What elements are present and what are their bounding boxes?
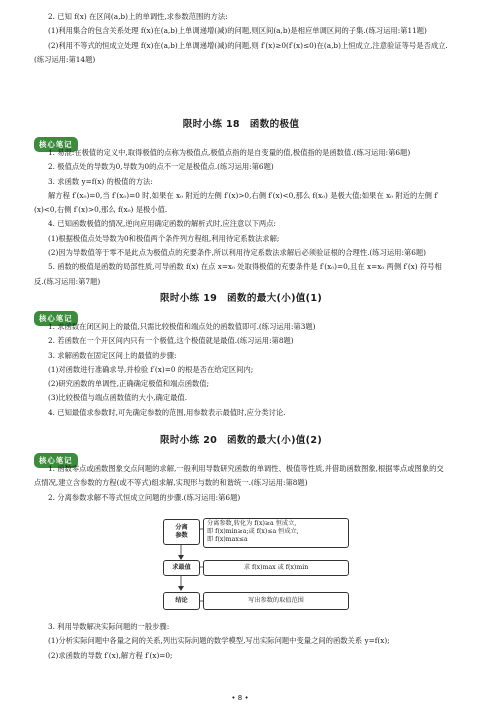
section-title: 限时小练 18 函数的极值 (182, 119, 300, 130)
paragraph: (1)利用集合的包含关系处理 f(x)在(a,b)上单调递增(减)的问题,则区间(a,b)是相应单调区间的子集.(练习运用:第11题) (48, 26, 427, 36)
section-19 (34, 292, 448, 420)
paragraph: (1)根据极值点处导数为0和极值两个条件列方程组,利用待定系数法求解; (48, 233, 280, 243)
paragraph: 3. 求解函数在固定区间上的最值的步骤: (48, 350, 177, 360)
section-title: 限时小练 19 函数的最大(小)值(1) (159, 293, 323, 304)
paragraph: 解方程 f′(x₀)=0,当 f′(x₀)=0 时,如果在 x₀ 附近的左侧 f′(x)>0,右侧 f′(x)<0,那么 f(x₀) 是极大值;如果在 x₀ 附近的左侧 f′(x)<0,右侧 f′(x)>0,那么 f(x₀) 是极小值. (34, 190, 439, 215)
paragraph: 1. 函数零点或函数图象交点问题的求解,一般利用导数研究函数的单调性、极值等性质,并借助函数图象,根据零点或图象的交点情况,建立含参数的方程(或不等式)组求解,实现形与数的和谐统一.(练习运用:第8题) (34, 464, 444, 488)
core-notes-badge: 核心笔记 (34, 137, 78, 152)
paragraph: (3)比较极值与端点函数值的大小,确定最值. (48, 393, 188, 403)
step-conclusion-detail: 写出参数的取值范围 (203, 592, 349, 610)
step-find-extreme-detail: 求 f(x)max 或 f(x)min (203, 560, 349, 576)
step-separate-params: 分离 参数 (163, 519, 200, 545)
paragraph: 3. 利用导数解决实际问题的一般步骤: (48, 622, 170, 631)
paragraph: (2)研究函数的单调性,正确确定极值和端点函数值; (48, 379, 210, 389)
core-notes-badge: 核心笔记 (34, 453, 78, 468)
paragraph: 4. 已知最值求参数时,可先确定参数的范围,用参数表示最值时,应分类讨论. (48, 407, 286, 417)
paragraph: (1)对函数进行准确求导,并检验 f′(x)=0 的根是否在给定区间内; (48, 364, 254, 374)
paragraph: 1. 易混:在极值的定义中,取得极值的点称为极值点,极值点指的是自变量的值,极值指的是函数值.(练习运用:第6题) (48, 148, 411, 157)
section-title: 限时小练 20 函数的最大(小)值(2) (159, 435, 323, 446)
paragraph: (1)分析实际问题中各量之间的关系,列出实际问题的数学模型,写出实际问题中变量之间的函数关系 y=f(x); (48, 636, 390, 646)
section-20 (34, 434, 448, 505)
step-conclusion: 结论 (163, 592, 200, 610)
step-find-extreme: 求最值 (163, 560, 200, 576)
paragraph: 1. 求函数在闭区间上的最值,只需比较极值和端点处的函数值即可.(练习运用:第3题) (48, 322, 316, 331)
section-20-cont (34, 620, 448, 663)
paragraph: (2)求函数的导数 f′(x),解方程 f′(x)=0; (48, 650, 173, 660)
page-number: • 8 • (231, 694, 249, 702)
paragraph: 4. 已知函数极值的情况,逆向应用确定函数的解析式时,应注意以下两点: (48, 219, 276, 229)
paragraph: 3. 求函数 y=f(x) 的极值的方法: (48, 176, 153, 186)
paragraph: 2. 若函数在一个开区间内只有一个极值,这个极值就是最值.(练习运用:第8题) (48, 336, 294, 346)
paragraph: 2. 已知 f(x) 在区间(a,b)上的单调性,求参数范围的方法: (48, 12, 228, 21)
flow-diagram (163, 517, 349, 612)
paragraph: (2)利用不等式的恒成立处理 f(x)在(a,b)上单调递增(减)的问题,则 f′(x)≥0(f′(x)≤0)在(a,b)上恒成立,注意验证等号是否成立.(练习运用:第14题) (34, 40, 448, 64)
paragraph: 5. 函数的极值是函数的局部性质,可导函数 f(x) 在点 x=x₀ 处取得极值的充要条件是 f′(x₀)=0,且在 x=x₀ 两侧 f′(x) 符号相反.(练习运用:第7题) (34, 262, 442, 286)
step-separate-detail: 分离参数,转化为 f(x)≥a 恒成立, 即 f(x)min≥a;或 f(x)≤a 恒成立, 即 f(x)max≤a (203, 518, 349, 548)
paragraph: 2. 极值点处的导数为0,导数为0的点不一定是极值点.(练习运用:第6题) (48, 162, 274, 172)
intro-section (34, 10, 448, 67)
paragraph: (2)因为导数值等于零不是此点为极值点的充要条件,所以利用待定系数法求解后必须验证根的合理性.(练习运用:第6题) (48, 248, 427, 258)
core-notes-badge: 核心笔记 (34, 311, 78, 326)
paragraph: 2. 分离参数求解不等式恒成立问题的步骤.(练习运用:第6题) (48, 492, 241, 502)
section-18 (34, 118, 448, 289)
